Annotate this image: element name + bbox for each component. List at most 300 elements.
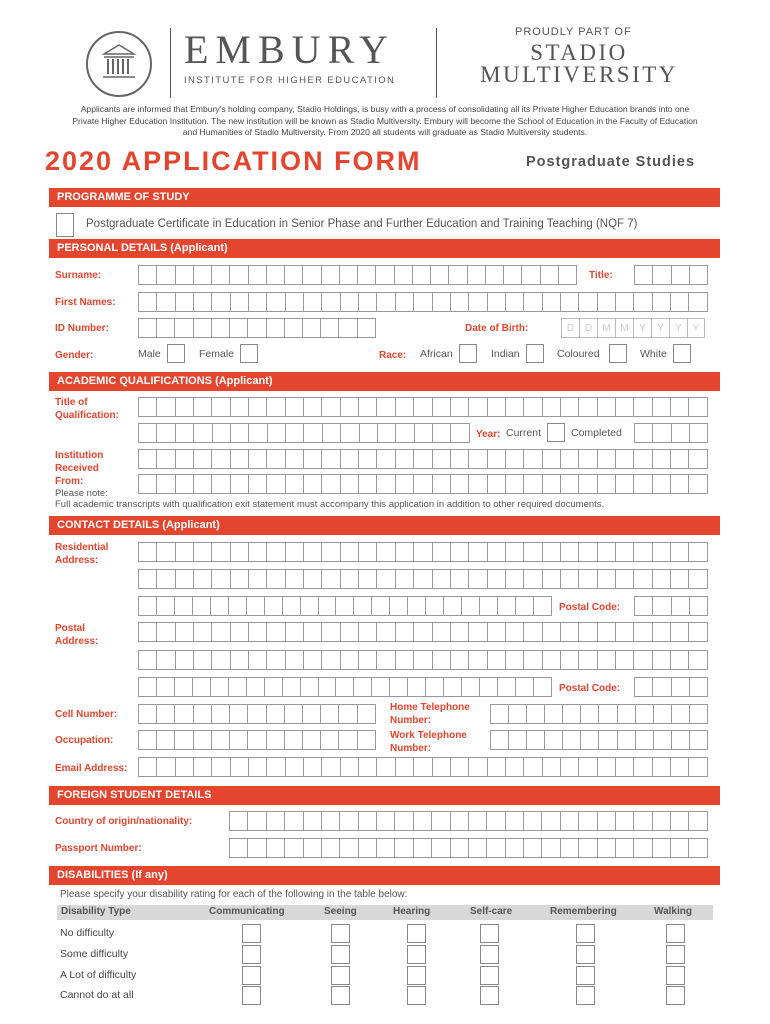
char-cell[interactable] — [319, 678, 337, 696]
char-cell[interactable] — [616, 758, 634, 776]
char-cell[interactable] — [359, 570, 377, 588]
char-cell[interactable] — [522, 266, 540, 284]
residential-address-field-2[interactable] — [138, 569, 708, 589]
char-cell[interactable] — [396, 475, 414, 493]
char-cell[interactable] — [451, 623, 469, 641]
char-cell[interactable] — [175, 597, 193, 615]
char-cell[interactable] — [598, 758, 616, 776]
char-cell[interactable] — [372, 678, 390, 696]
male-checkbox[interactable] — [167, 344, 185, 363]
char-cell[interactable] — [689, 293, 707, 311]
char-cell[interactable] — [636, 731, 654, 749]
char-cell[interactable] — [654, 731, 672, 749]
char-cell[interactable] — [377, 570, 395, 588]
char-cell[interactable] — [249, 758, 267, 776]
char-cell[interactable] — [506, 398, 524, 416]
char-cell[interactable] — [193, 597, 211, 615]
char-cell[interactable] — [157, 758, 175, 776]
char-cell[interactable] — [249, 398, 267, 416]
char-cell[interactable] — [488, 543, 506, 561]
char-cell[interactable] — [139, 450, 157, 468]
char-cell[interactable] — [396, 651, 414, 669]
char-cell[interactable] — [286, 651, 304, 669]
char-cell[interactable] — [598, 475, 616, 493]
char-cell[interactable] — [336, 597, 354, 615]
char-cell[interactable] — [377, 812, 395, 830]
char-cell[interactable] — [690, 731, 708, 749]
char-cell[interactable] — [598, 570, 616, 588]
char-cell[interactable] — [360, 424, 378, 442]
programme-checkbox[interactable] — [56, 213, 74, 237]
char-cell[interactable] — [598, 812, 616, 830]
char-cell[interactable] — [444, 678, 462, 696]
char-cell[interactable] — [249, 570, 267, 588]
char-cell[interactable] — [301, 678, 319, 696]
surname-field[interactable] — [138, 265, 577, 285]
char-cell[interactable] — [139, 293, 157, 311]
checkbox-communicating-a-lot-of-difficulty[interactable] — [242, 966, 261, 985]
char-cell[interactable] — [176, 266, 194, 284]
char-cell[interactable] — [194, 651, 212, 669]
char-cell[interactable] — [304, 293, 322, 311]
char-cell[interactable] — [426, 597, 444, 615]
char-cell[interactable] — [212, 319, 230, 337]
char-cell[interactable] — [176, 570, 194, 588]
char-cell[interactable] — [248, 319, 266, 337]
char-cell[interactable] — [634, 839, 652, 857]
char-cell[interactable] — [157, 293, 175, 311]
char-cell[interactable] — [286, 293, 304, 311]
char-cell[interactable] — [634, 812, 652, 830]
char-cell[interactable] — [524, 450, 542, 468]
char-cell[interactable] — [579, 570, 597, 588]
char-cell[interactable] — [561, 450, 579, 468]
char-cell[interactable] — [616, 812, 634, 830]
char-cell[interactable] — [451, 398, 469, 416]
residential-address-field[interactable] — [138, 542, 708, 562]
char-cell[interactable] — [616, 651, 634, 669]
char-cell[interactable] — [509, 731, 527, 749]
checkbox-walking-cannot-do-at-all[interactable] — [666, 986, 685, 1005]
char-cell[interactable] — [415, 424, 433, 442]
char-cell[interactable] — [286, 475, 304, 493]
char-cell[interactable] — [212, 623, 230, 641]
char-cell[interactable] — [211, 597, 229, 615]
char-cell[interactable] — [671, 651, 689, 669]
checkbox-hearing-no-difficulty[interactable] — [407, 924, 426, 943]
char-cell[interactable] — [231, 651, 249, 669]
char-cell[interactable] — [322, 839, 340, 857]
char-cell[interactable] — [488, 450, 506, 468]
char-cell[interactable] — [212, 758, 230, 776]
char-cell[interactable] — [598, 651, 616, 669]
coloured-checkbox[interactable] — [609, 344, 627, 363]
char-cell[interactable] — [212, 450, 230, 468]
char-cell[interactable] — [267, 319, 285, 337]
char-cell[interactable] — [634, 651, 652, 669]
char-cell[interactable] — [616, 839, 634, 857]
char-cell[interactable] — [527, 731, 545, 749]
char-cell[interactable] — [249, 623, 267, 641]
char-cell[interactable] — [498, 678, 516, 696]
char-cell[interactable] — [341, 570, 359, 588]
char-cell[interactable] — [139, 570, 157, 588]
char-cell[interactable] — [176, 758, 194, 776]
char-cell[interactable] — [359, 758, 377, 776]
char-cell[interactable] — [469, 475, 487, 493]
char-cell[interactable] — [654, 705, 672, 723]
char-cell[interactable] — [671, 758, 689, 776]
char-cell[interactable] — [524, 758, 542, 776]
char-cell[interactable] — [524, 475, 542, 493]
char-cell[interactable] — [286, 424, 304, 442]
char-cell[interactable] — [267, 705, 285, 723]
char-cell[interactable] — [579, 651, 597, 669]
char-cell[interactable] — [634, 570, 652, 588]
char-cell[interactable] — [303, 266, 321, 284]
char-cell[interactable] — [689, 450, 707, 468]
char-cell[interactable] — [506, 570, 524, 588]
char-cell[interactable] — [376, 266, 394, 284]
char-cell[interactable] — [451, 475, 469, 493]
char-cell[interactable] — [579, 475, 597, 493]
char-cell[interactable] — [301, 597, 319, 615]
country-field[interactable] — [229, 811, 708, 831]
char-cell[interactable] — [323, 424, 341, 442]
char-cell[interactable] — [451, 758, 469, 776]
african-checkbox[interactable] — [459, 344, 477, 363]
char-cell[interactable] — [653, 266, 671, 284]
char-cell[interactable] — [598, 839, 616, 857]
char-cell[interactable] — [176, 543, 194, 561]
char-cell[interactable] — [488, 475, 506, 493]
char-cell[interactable] — [414, 570, 432, 588]
char-cell[interactable] — [433, 398, 451, 416]
char-cell[interactable] — [194, 705, 212, 723]
char-cell[interactable] — [358, 731, 376, 749]
char-cell[interactable] — [671, 543, 689, 561]
char-cell[interactable] — [451, 543, 469, 561]
char-cell[interactable] — [303, 731, 321, 749]
char-cell[interactable] — [139, 424, 157, 442]
char-cell[interactable] — [359, 543, 377, 561]
char-cell[interactable] — [322, 543, 340, 561]
char-cell[interactable] — [231, 543, 249, 561]
char-cell[interactable] — [561, 812, 579, 830]
char-cell[interactable] — [377, 475, 395, 493]
char-cell[interactable] — [690, 266, 708, 284]
char-cell[interactable] — [212, 705, 230, 723]
char-cell[interactable] — [487, 839, 505, 857]
char-cell[interactable] — [579, 543, 597, 561]
char-cell[interactable] — [672, 731, 690, 749]
char-cell[interactable] — [451, 450, 469, 468]
char-cell[interactable] — [469, 623, 487, 641]
char-cell[interactable] — [413, 266, 431, 284]
char-cell[interactable] — [157, 731, 175, 749]
char-cell[interactable] — [599, 705, 617, 723]
char-cell[interactable] — [433, 450, 451, 468]
char-cell[interactable] — [285, 705, 303, 723]
char-cell[interactable] — [194, 475, 212, 493]
char-cell[interactable] — [486, 266, 504, 284]
char-cell[interactable] — [534, 597, 552, 615]
char-cell[interactable] — [194, 319, 212, 337]
char-cell[interactable] — [690, 678, 708, 696]
year-field[interactable] — [634, 423, 708, 443]
char-cell[interactable] — [534, 678, 552, 696]
checkbox-seeing-some-difficulty[interactable] — [331, 945, 350, 964]
char-cell[interactable] — [377, 623, 395, 641]
char-cell[interactable] — [304, 623, 322, 641]
char-cell[interactable] — [506, 651, 524, 669]
char-cell[interactable] — [414, 651, 432, 669]
char-cell[interactable] — [671, 475, 689, 493]
char-cell[interactable] — [491, 705, 509, 723]
char-cell[interactable] — [541, 266, 559, 284]
char-cell[interactable] — [157, 570, 175, 588]
char-cell[interactable] — [543, 543, 561, 561]
char-cell[interactable] — [672, 597, 690, 615]
char-cell[interactable] — [339, 319, 357, 337]
char-cell[interactable] — [247, 597, 265, 615]
char-cell[interactable] — [341, 543, 359, 561]
residential-postal-code-field[interactable] — [634, 596, 708, 616]
char-cell[interactable] — [579, 398, 597, 416]
char-cell[interactable] — [689, 812, 707, 830]
char-cell[interactable] — [359, 450, 377, 468]
char-cell[interactable] — [230, 705, 248, 723]
char-cell[interactable] — [408, 597, 426, 615]
char-cell[interactable] — [286, 450, 304, 468]
char-cell[interactable] — [563, 705, 581, 723]
char-cell[interactable] — [304, 398, 322, 416]
char-cell[interactable] — [524, 293, 542, 311]
institution-field-2[interactable] — [138, 474, 708, 494]
char-cell[interactable] — [304, 450, 322, 468]
char-cell[interactable] — [139, 319, 157, 337]
checkbox-remembering-no-difficulty[interactable] — [576, 924, 595, 943]
char-cell[interactable] — [506, 623, 524, 641]
char-cell[interactable] — [451, 570, 469, 588]
char-cell[interactable] — [304, 570, 322, 588]
char-cell[interactable] — [561, 570, 579, 588]
char-cell[interactable] — [559, 266, 577, 284]
char-cell[interactable] — [561, 758, 579, 776]
char-cell[interactable] — [230, 731, 248, 749]
char-cell[interactable] — [359, 475, 377, 493]
char-cell[interactable] — [304, 543, 322, 561]
char-cell[interactable] — [341, 293, 359, 311]
char-cell[interactable] — [336, 678, 354, 696]
char-cell[interactable] — [319, 597, 337, 615]
char-cell[interactable] — [408, 678, 426, 696]
char-cell[interactable] — [498, 597, 516, 615]
char-cell[interactable] — [231, 758, 249, 776]
char-cell[interactable] — [396, 758, 414, 776]
char-cell[interactable] — [231, 570, 249, 588]
char-cell[interactable] — [176, 293, 194, 311]
char-cell[interactable] — [506, 293, 524, 311]
char-cell[interactable] — [542, 839, 560, 857]
checkbox-communicating-some-difficulty[interactable] — [242, 945, 261, 964]
char-cell[interactable] — [598, 543, 616, 561]
postal-code-field[interactable] — [634, 677, 708, 697]
char-cell[interactable] — [267, 623, 285, 641]
checkbox-seeing-a-lot-of-difficulty[interactable] — [331, 966, 350, 985]
char-cell[interactable] — [395, 266, 413, 284]
char-cell[interactable] — [616, 475, 634, 493]
char-cell[interactable] — [634, 475, 652, 493]
char-cell[interactable] — [249, 543, 267, 561]
char-cell[interactable] — [377, 543, 395, 561]
char-cell[interactable] — [488, 758, 506, 776]
char-cell[interactable] — [157, 266, 175, 284]
checkbox-hearing-a-lot-of-difficulty[interactable] — [407, 966, 426, 985]
char-cell[interactable] — [194, 424, 212, 442]
char-cell[interactable] — [433, 570, 451, 588]
char-cell[interactable] — [598, 293, 616, 311]
char-cell[interactable] — [451, 651, 469, 669]
char-cell[interactable] — [653, 678, 671, 696]
char-cell[interactable] — [671, 450, 689, 468]
institution-field[interactable] — [138, 449, 708, 469]
char-cell[interactable] — [579, 450, 597, 468]
char-cell[interactable] — [285, 812, 303, 830]
char-cell[interactable] — [157, 543, 175, 561]
char-cell[interactable] — [139, 705, 157, 723]
char-cell[interactable] — [689, 570, 707, 588]
char-cell[interactable] — [506, 812, 524, 830]
char-cell[interactable] — [524, 839, 542, 857]
char-cell[interactable] — [267, 651, 285, 669]
char-cell[interactable] — [543, 623, 561, 641]
char-cell[interactable] — [303, 319, 321, 337]
indian-checkbox[interactable] — [526, 344, 544, 363]
char-cell[interactable] — [689, 543, 707, 561]
char-cell[interactable] — [480, 678, 498, 696]
char-cell[interactable] — [671, 839, 689, 857]
checkbox-self-care-no-difficulty[interactable] — [480, 924, 499, 943]
char-cell[interactable] — [157, 475, 175, 493]
char-cell[interactable] — [433, 758, 451, 776]
char-cell[interactable] — [426, 678, 444, 696]
char-cell[interactable] — [341, 398, 359, 416]
char-cell[interactable] — [432, 839, 450, 857]
checkbox-self-care-cannot-do-at-all[interactable] — [480, 986, 499, 1005]
char-cell[interactable] — [579, 623, 597, 641]
char-cell[interactable] — [444, 597, 462, 615]
char-cell[interactable] — [212, 543, 230, 561]
char-cell[interactable] — [211, 678, 229, 696]
char-cell[interactable] — [340, 812, 358, 830]
char-cell[interactable] — [249, 266, 267, 284]
char-cell[interactable] — [634, 450, 652, 468]
char-cell[interactable] — [524, 398, 542, 416]
char-cell[interactable] — [248, 705, 266, 723]
char-cell[interactable] — [504, 266, 522, 284]
char-cell[interactable] — [579, 293, 597, 311]
char-cell[interactable] — [139, 651, 157, 669]
char-cell[interactable] — [653, 570, 671, 588]
char-cell[interactable] — [506, 839, 524, 857]
char-cell[interactable] — [322, 266, 340, 284]
first-names-field[interactable] — [138, 292, 708, 312]
char-cell[interactable] — [212, 398, 230, 416]
char-cell[interactable] — [229, 597, 247, 615]
char-cell[interactable] — [212, 475, 230, 493]
char-cell[interactable] — [462, 678, 480, 696]
char-cell[interactable] — [451, 293, 469, 311]
char-cell[interactable] — [671, 398, 689, 416]
checkbox-walking-some-difficulty[interactable] — [666, 945, 685, 964]
char-cell[interactable] — [516, 678, 534, 696]
char-cell[interactable] — [157, 623, 175, 641]
char-cell[interactable] — [322, 623, 340, 641]
char-cell[interactable] — [157, 678, 175, 696]
char-cell[interactable] — [433, 623, 451, 641]
char-cell[interactable] — [579, 839, 597, 857]
char-cell[interactable] — [176, 475, 194, 493]
char-cell[interactable] — [322, 570, 340, 588]
char-cell[interactable] — [487, 812, 505, 830]
char-cell[interactable] — [304, 839, 322, 857]
char-cell[interactable] — [689, 623, 707, 641]
char-cell[interactable] — [157, 651, 175, 669]
char-cell[interactable] — [634, 293, 652, 311]
char-cell[interactable] — [231, 398, 249, 416]
char-cell[interactable] — [488, 651, 506, 669]
char-cell[interactable] — [689, 651, 707, 669]
char-cell[interactable] — [249, 450, 267, 468]
char-cell[interactable] — [524, 543, 542, 561]
dob-field[interactable] — [561, 318, 705, 338]
checkbox-remembering-cannot-do-at-all[interactable] — [576, 986, 595, 1005]
qualification-title-field[interactable] — [138, 397, 708, 417]
char-cell[interactable] — [175, 731, 193, 749]
char-cell[interactable] — [542, 812, 560, 830]
char-cell[interactable] — [396, 570, 414, 588]
char-cell[interactable] — [139, 597, 157, 615]
char-cell[interactable] — [635, 597, 653, 615]
char-cell[interactable] — [341, 424, 359, 442]
char-cell[interactable] — [285, 266, 303, 284]
char-cell[interactable] — [267, 839, 285, 857]
char-cell[interactable] — [581, 705, 599, 723]
char-cell[interactable] — [194, 266, 212, 284]
char-cell[interactable] — [175, 678, 193, 696]
char-cell[interactable] — [431, 266, 449, 284]
char-cell[interactable] — [561, 839, 579, 857]
char-cell[interactable] — [377, 839, 395, 857]
checkbox-seeing-cannot-do-at-all[interactable] — [331, 986, 350, 1005]
char-cell[interactable] — [469, 543, 487, 561]
char-cell[interactable] — [267, 450, 285, 468]
char-cell[interactable] — [285, 731, 303, 749]
char-cell[interactable] — [524, 812, 542, 830]
char-cell[interactable] — [543, 758, 561, 776]
char-cell[interactable] — [395, 839, 413, 857]
char-cell[interactable] — [488, 570, 506, 588]
char-cell[interactable] — [321, 731, 339, 749]
char-cell[interactable] — [230, 839, 248, 857]
char-cell[interactable] — [581, 731, 599, 749]
char-cell[interactable] — [194, 398, 212, 416]
char-cell[interactable] — [524, 651, 542, 669]
char-cell[interactable] — [175, 705, 193, 723]
current-checkbox[interactable] — [547, 423, 565, 442]
char-cell[interactable] — [378, 424, 396, 442]
